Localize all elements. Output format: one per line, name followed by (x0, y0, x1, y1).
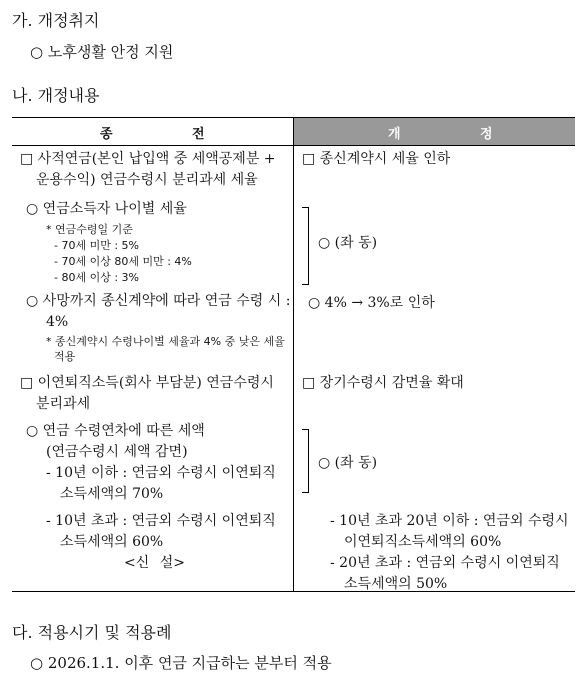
same-as-left-bracket-2 (302, 429, 309, 493)
before-circle-1-note: * 연금수령일 기준 (46, 223, 133, 236)
before-circle-2-line-1: ○ 사망까지 종신계약에 따라 연금 수령 시 : (26, 293, 291, 309)
before-rate-under-70: - 70세 미만 : 5% (54, 239, 139, 252)
heading-purpose: 가. 개정취지 (12, 11, 100, 30)
after-period-10-20-line-1: - 10년 초과 20년 이하 : 연금외 수령시 (330, 513, 569, 529)
after-same-1: ○ (좌 동) (318, 235, 378, 251)
heading-contents: 나. 개정내용 (12, 86, 100, 105)
table-bottom-rule (12, 591, 575, 592)
before-circle-1: ○ 연금소득자 나이별 세율 (26, 201, 187, 217)
after-box-1: □ 종신계약시 세율 인하 (302, 151, 451, 167)
before-circle-3-line-2: (연금수령시 세액 감면) (46, 444, 188, 460)
comparison-table (12, 117, 575, 592)
after-period-over-20-line-2: 소득세액의 50% (344, 576, 448, 592)
heading-effective-date: 다. 적용시기 및 적용례 (12, 623, 172, 642)
header-before: 종 전 (12, 118, 293, 145)
effective-date-item: ○ 2026.1.1. 이후 연금 지급하는 분부터 적용 (30, 654, 332, 672)
after-box-2: □ 장기수령시 감면율 확대 (302, 375, 464, 391)
same-as-left-bracket-1 (302, 207, 309, 285)
before-box-1-line-1: □ 사적연금(본인 납입액 중 세액공제분 + (20, 151, 276, 167)
header-after: 개 정 (294, 118, 575, 145)
purpose-item: ○ 노후생활 안정 지원 (30, 43, 174, 61)
before-circle-2-note-2: 적용 (54, 350, 76, 363)
before-circle-3-line-1: ○ 연금 수령연차에 따른 세액 (26, 423, 205, 439)
after-period-over-20-line-1: - 20년 초과 : 연금외 수령시 이연퇴직 (330, 555, 560, 571)
before-box-2-line-1: □ 이연퇴직소득(회사 부담분) 연금수령시 (20, 375, 274, 391)
after-period-10-20-line-2: 이연퇴직소득세액의 60% (344, 534, 502, 550)
before-circle-2-note-1: * 종신계약시 수령나이별 세율과 4% 중 낮은 세율 (46, 335, 285, 348)
column-divider (293, 117, 294, 592)
before-newly-established: <신 설> (124, 555, 185, 571)
before-period-under-10-line-2: 소득세액의 70% (60, 486, 164, 502)
before-rate-70-80: - 70세 이상 80세 미만 : 4% (54, 255, 192, 268)
before-period-over-10-line-1: - 10년 초과 : 연금외 수령시 이연퇴직 (46, 513, 276, 529)
before-period-under-10-line-1: - 10년 이하 : 연금외 수령시 이연퇴직 (46, 465, 276, 481)
before-box-1-line-2: 운용수익) 연금수령시 분리과세 세율 (36, 172, 258, 188)
before-circle-2-line-2: 4% (46, 314, 69, 330)
before-rate-over-80: - 80세 이상 : 3% (54, 271, 139, 284)
before-box-2-line-2: 분리과세 (36, 396, 91, 412)
after-circle-2: ○ 4% → 3%로 인하 (308, 295, 435, 311)
after-same-2: ○ (좌 동) (318, 455, 378, 471)
before-period-over-10-line-2: 소득세액의 60% (60, 534, 164, 550)
